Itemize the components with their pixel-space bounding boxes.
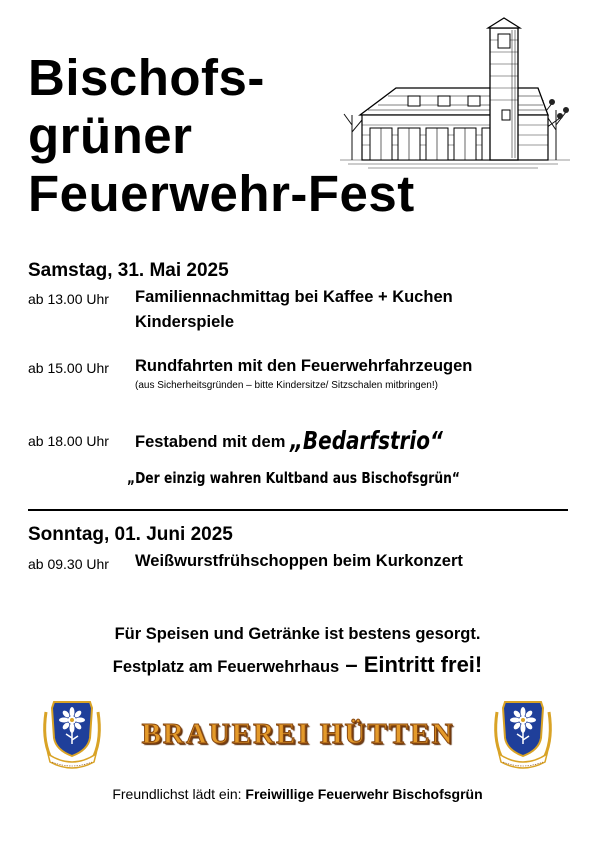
event-title-line-2: Kinderspiele	[135, 313, 235, 331]
event-time: ab 13.00 Uhr	[28, 291, 109, 307]
band-name: „Bedarfstrio“	[289, 426, 443, 455]
event-title: Rundfahrten mit den Feuerwehrfahrzeugen	[135, 357, 473, 375]
catering-note: Für Speisen und Getränke ist bestens gesorgt.	[114, 625, 481, 643]
footer	[0, 786, 595, 802]
fire-station-illustration	[338, 10, 574, 172]
band-subtitle: „Der einzig wahren Kultband aus Bischofsgrün“	[127, 469, 460, 487]
event-title-text: Festabend mit dem	[135, 433, 290, 451]
footer-prefix: Freundlichst lädt ein:	[112, 786, 246, 802]
event-time: ab 09.30 Uhr	[28, 556, 109, 572]
brewery-name: BRAUEREI HÜTTEN	[141, 718, 455, 750]
title-line-1: Bischofs-	[28, 49, 265, 106]
sunday-heading: Sonntag, 01. Juni 2025	[28, 524, 233, 545]
saturday-heading: Samstag, 31. Mai 2025	[28, 260, 229, 281]
event-title: Weißwurstfrühschoppen beim Kurkonzert	[135, 552, 463, 570]
venue-line	[0, 652, 595, 678]
event-time: ab 18.00 Uhr	[28, 433, 109, 449]
section-divider	[28, 509, 568, 511]
brewery-crest-right	[491, 698, 555, 770]
title-line-3: Feuerwehr-Fest	[28, 165, 415, 222]
title-line-2: grüner	[28, 107, 193, 164]
brewery-crest-left	[40, 698, 104, 770]
admission-text: Eintritt frei!	[363, 652, 483, 677]
event-time: ab 15.00 Uhr	[28, 360, 109, 376]
venue-text: Festplatz am Feuerwehrhaus	[112, 658, 340, 676]
footer-host: Freiwillige Feuerwehr Bischofsgrün	[245, 786, 483, 802]
dash: –	[339, 652, 364, 677]
event-title: Familiennachmittag bei Kaffee + Kuchen	[135, 288, 453, 306]
event-note: (aus Sicherheitsgründen – bitte Kindersitze/ Sitzschalen mitbringen!)	[135, 380, 438, 391]
event-title	[135, 426, 481, 455]
